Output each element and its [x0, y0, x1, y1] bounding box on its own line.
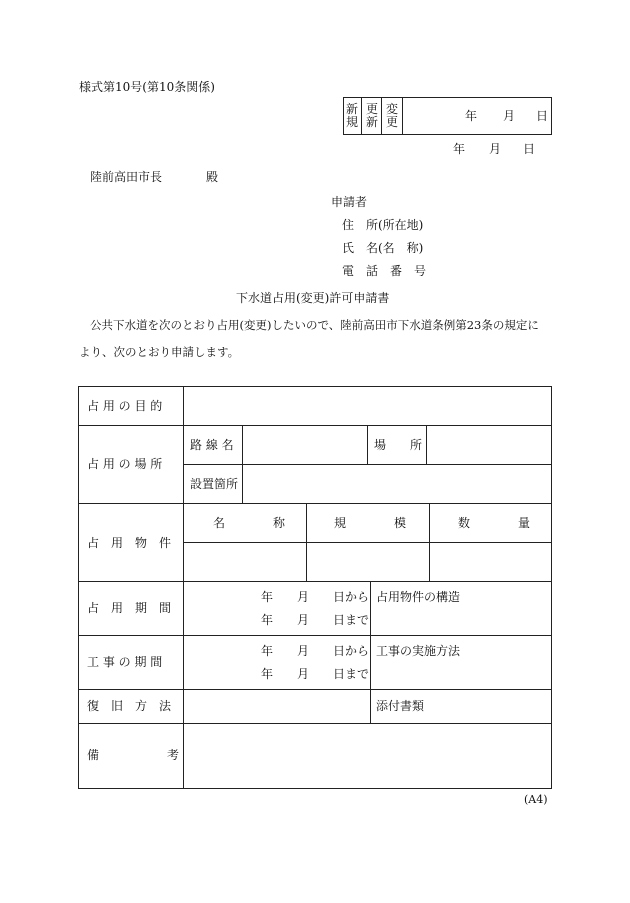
object-quantity-field[interactable]	[430, 543, 551, 581]
label-restoration: 復 旧 方 法	[87, 699, 172, 713]
intro-line-2: より、次のとおり申請します。	[79, 345, 240, 359]
paper-size: (A4)	[524, 793, 548, 806]
label-remarks-2: 考	[167, 748, 180, 762]
addressee-honorific: 殿	[206, 170, 219, 184]
purpose-field[interactable]	[184, 387, 551, 425]
object-scale-field[interactable]	[307, 543, 429, 581]
type-new: 新 規	[345, 102, 358, 129]
label-purpose: 占 用 の 目 的	[87, 399, 163, 413]
installation-field[interactable]	[243, 465, 551, 503]
applicant-label: 申請者	[331, 195, 368, 209]
type-renewal: 更 新	[365, 102, 378, 129]
label-installation: 設置箇所	[190, 477, 239, 491]
applicant-name: 氏 名(名 称)	[342, 241, 424, 255]
form-number: 様式第10号(第10条関係)	[79, 80, 215, 94]
addressee-name: 陸前高田市長	[90, 170, 163, 184]
object-name-field[interactable]	[184, 543, 306, 581]
label-attachments: 添付書類	[376, 699, 425, 713]
date-year: 年	[453, 142, 466, 156]
reception-year: 年	[465, 109, 478, 123]
date-month: 月	[489, 142, 502, 156]
period-to[interactable]: 年 月 日まで	[261, 613, 370, 627]
intro-line-1: 公共下水道を次のとおり占用(変更)したいので、陸前高田市下水道条例第23条の規定に	[90, 318, 539, 332]
label-structure: 占用物件の構造	[376, 590, 461, 604]
label-place: 占 用 の 場 所	[87, 457, 163, 471]
date-day: 日	[523, 142, 536, 156]
location-field[interactable]	[427, 426, 551, 464]
label-remarks-1: 備	[87, 748, 100, 762]
route-name-field[interactable]	[243, 426, 367, 464]
document-title: 下水道占用(変更)許可申請書	[236, 291, 390, 305]
applicant-phone: 電 話 番 号	[342, 264, 427, 278]
label-route-name: 路 線 名	[190, 438, 234, 452]
label-location: 場 所	[374, 438, 423, 452]
col-scale: 規 模	[334, 516, 407, 530]
remarks-field[interactable]	[184, 724, 551, 788]
label-period: 占 用 期 間	[87, 601, 172, 615]
label-construction-method: 工事の実施方法	[376, 644, 461, 658]
label-objects: 占 用 物 件	[87, 536, 172, 550]
col-name: 名 称	[213, 516, 286, 530]
label-construction-period: 工 事 の 期 間	[87, 655, 163, 669]
reception-day: 日	[536, 109, 549, 123]
construction-to[interactable]: 年 月 日まで	[261, 667, 370, 681]
applicant-address: 住 所(所在地)	[342, 218, 424, 232]
col-quantity: 数 量	[458, 516, 531, 530]
construction-from[interactable]: 年 月 日から	[261, 644, 370, 658]
period-from[interactable]: 年 月 日から	[261, 590, 370, 604]
restoration-field[interactable]	[184, 690, 370, 723]
reception-month: 月	[503, 109, 516, 123]
type-change: 変 更	[385, 102, 398, 129]
